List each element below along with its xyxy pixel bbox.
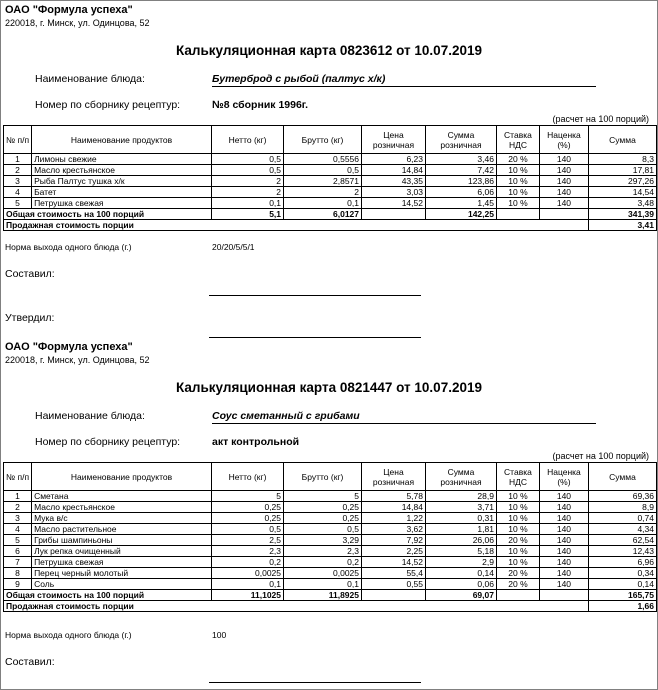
- product-name: Масло крестьянское: [32, 502, 212, 513]
- product-name: Масло растительное: [32, 524, 212, 535]
- netto-value: 2,3: [212, 546, 284, 557]
- col-header: Наименование продуктов: [32, 463, 212, 491]
- table-row: [4, 491, 657, 502]
- retail-sum: 5,18: [425, 546, 496, 557]
- vat-rate: 10 %: [496, 557, 539, 568]
- total-netto: 11,1025: [212, 590, 284, 601]
- col-header: Цена розничная: [362, 126, 426, 154]
- netto-value: 0,5: [212, 165, 284, 176]
- table-row: [4, 557, 657, 568]
- org-name: ОАО "Формула успеха": [5, 341, 133, 353]
- sum-value: 69,36: [588, 491, 656, 502]
- signature-line: [209, 295, 421, 296]
- vat-rate: 10 %: [496, 165, 539, 176]
- markup-value: 140: [539, 491, 588, 502]
- markup-value: 140: [539, 535, 588, 546]
- netto-value: 2: [212, 187, 284, 198]
- product-name: Лимоны свежие: [32, 154, 212, 165]
- retail-sum: 0,06: [425, 579, 496, 590]
- retail-sum: 2,9: [425, 557, 496, 568]
- retail-price: 14,52: [362, 198, 426, 209]
- product-name: Петрушка свежая: [32, 557, 212, 568]
- netto-value: 0,5: [212, 154, 284, 165]
- total-netto: 5,1: [212, 209, 284, 220]
- empty-cell: [539, 209, 588, 220]
- sum-value: 14,54: [588, 187, 656, 198]
- brutto-value: 0,5556: [284, 154, 362, 165]
- product-name: Соль: [32, 579, 212, 590]
- retail-price: 14,84: [362, 165, 426, 176]
- retail-price: 0,55: [362, 579, 426, 590]
- table-row: [4, 546, 657, 557]
- sum-value: 17,81: [588, 165, 656, 176]
- retail-sum: 123,86: [425, 176, 496, 187]
- sum-value: 12,43: [588, 546, 656, 557]
- retail-price: 55,4: [362, 568, 426, 579]
- collection-value: №8 сборник 1996г.: [212, 99, 309, 111]
- product-name: Сметана: [32, 491, 212, 502]
- empty-cell: [496, 590, 539, 601]
- markup-value: 140: [539, 557, 588, 568]
- sum-value: 62,54: [588, 535, 656, 546]
- norm-label: Норма выхода одного блюда (г.): [5, 242, 132, 252]
- retail-sum: 3,46: [425, 154, 496, 165]
- row-number: 1: [4, 154, 32, 165]
- col-header: Наценка (%): [539, 126, 588, 154]
- total-row: [4, 209, 657, 220]
- org-address: 220018, г. Минск, ул. Одинцова, 52: [5, 355, 150, 365]
- sale-row: [4, 220, 657, 231]
- vat-rate: 20 %: [496, 579, 539, 590]
- vat-rate: 20 %: [496, 535, 539, 546]
- row-number: 9: [4, 579, 32, 590]
- col-header: Брутто (кг): [284, 463, 362, 491]
- composed-label: Составил:: [5, 656, 55, 668]
- calculation-card: [1, 338, 657, 690]
- col-header: Сумма розничная: [425, 126, 496, 154]
- sum-value: 6,96: [588, 557, 656, 568]
- markup-value: 140: [539, 579, 588, 590]
- brutto-value: 0,25: [284, 502, 362, 513]
- vat-rate: 10 %: [496, 502, 539, 513]
- row-number: 7: [4, 557, 32, 568]
- col-header: Брутто (кг): [284, 126, 362, 154]
- col-header: № п/п: [4, 463, 32, 491]
- vat-rate: 10 %: [496, 491, 539, 502]
- total-sum: 165,75: [588, 590, 656, 601]
- row-number: 4: [4, 187, 32, 198]
- vat-rate: 20 %: [496, 568, 539, 579]
- collection-value: акт контрольной: [212, 436, 300, 448]
- table-row: [4, 535, 657, 546]
- collection-label: Номер по сборнику рецептур:: [35, 436, 181, 448]
- brutto-value: 0,5: [284, 165, 362, 176]
- retail-sum: 1,81: [425, 524, 496, 535]
- col-header: Сумма: [588, 463, 656, 491]
- col-header: Сумма: [588, 126, 656, 154]
- norm-value: 100: [212, 630, 227, 640]
- calc-note: (расчет на 100 порций): [552, 451, 649, 461]
- sum-value: 4,34: [588, 524, 656, 535]
- table-row: [4, 176, 657, 187]
- table-row: [4, 187, 657, 198]
- markup-value: 140: [539, 568, 588, 579]
- table-row: [4, 502, 657, 513]
- retail-sum: 1,45: [425, 198, 496, 209]
- brutto-value: 0,1: [284, 198, 362, 209]
- sum-value: 297,26: [588, 176, 656, 187]
- brutto-value: 0,1: [284, 579, 362, 590]
- calculation-card: [1, 1, 657, 341]
- brutto-value: 0,2: [284, 557, 362, 568]
- retail-sum: 6,06: [425, 187, 496, 198]
- dish-label: Наименование блюда:: [35, 410, 145, 422]
- markup-value: 140: [539, 524, 588, 535]
- col-header: Ставка НДС: [496, 463, 539, 491]
- product-name: Рыба Палтус тушка х/к: [32, 176, 212, 187]
- brutto-value: 2,3: [284, 546, 362, 557]
- markup-value: 140: [539, 546, 588, 557]
- col-header: Наименование продуктов: [32, 126, 212, 154]
- approved-label: Утвердил:: [5, 312, 55, 324]
- markup-value: 140: [539, 176, 588, 187]
- norm-label: Норма выхода одного блюда (г.): [5, 630, 132, 640]
- product-name: Петрушка свежая: [32, 198, 212, 209]
- vat-rate: 10 %: [496, 513, 539, 524]
- total-label: Общая стоимость на 100 порций: [4, 590, 212, 601]
- netto-value: 0,0025: [212, 568, 284, 579]
- sum-value: 0,74: [588, 513, 656, 524]
- total-row: [4, 590, 657, 601]
- table-row: [4, 198, 657, 209]
- brutto-value: 2: [284, 187, 362, 198]
- vat-rate: 10 %: [496, 546, 539, 557]
- product-name: Перец черный молотый: [32, 568, 212, 579]
- ingredients-table: [3, 125, 657, 231]
- col-header: Нетто (кг): [212, 126, 284, 154]
- markup-value: 140: [539, 198, 588, 209]
- sale-label: Продажная стоимость порции: [4, 601, 589, 612]
- row-number: 6: [4, 546, 32, 557]
- col-header: Наценка (%): [539, 463, 588, 491]
- composed-label: Составил:: [5, 268, 55, 280]
- product-name: Лук репка очищенный: [32, 546, 212, 557]
- row-number: 2: [4, 165, 32, 176]
- netto-value: 0,25: [212, 513, 284, 524]
- norm-value: 20/20/5/5/1: [212, 242, 255, 252]
- vat-rate: 10 %: [496, 198, 539, 209]
- empty-cell: [539, 590, 588, 601]
- org-name: ОАО "Формула успеха": [5, 4, 133, 16]
- netto-value: 0,1: [212, 579, 284, 590]
- row-number: 1: [4, 491, 32, 502]
- netto-value: 5: [212, 491, 284, 502]
- row-number: 5: [4, 535, 32, 546]
- empty-cell: [496, 209, 539, 220]
- col-header: Сумма розничная: [425, 463, 496, 491]
- sum-value: 8,9: [588, 502, 656, 513]
- retail-price: 5,78: [362, 491, 426, 502]
- netto-value: 0,5: [212, 524, 284, 535]
- col-header: Цена розничная: [362, 463, 426, 491]
- vat-rate: 10 %: [496, 187, 539, 198]
- sum-value: 3,48: [588, 198, 656, 209]
- markup-value: 140: [539, 502, 588, 513]
- brutto-value: 0,0025: [284, 568, 362, 579]
- calc-note: (расчет на 100 порций): [552, 114, 649, 124]
- table-header-row: [4, 126, 657, 154]
- vat-rate: 10 %: [496, 524, 539, 535]
- sale-row: [4, 601, 657, 612]
- table-row: [4, 165, 657, 176]
- product-name: Масло крестьянское: [32, 165, 212, 176]
- table-row: [4, 513, 657, 524]
- col-header: № п/п: [4, 126, 32, 154]
- ingredients-table: [3, 462, 657, 612]
- row-number: 3: [4, 513, 32, 524]
- product-name: Мука в/с: [32, 513, 212, 524]
- netto-value: 2,5: [212, 535, 284, 546]
- retail-price: 3,03: [362, 187, 426, 198]
- retail-price: 6,23: [362, 154, 426, 165]
- netto-value: 0,25: [212, 502, 284, 513]
- total-label: Общая стоимость на 100 порций: [4, 209, 212, 220]
- retail-price: 43,35: [362, 176, 426, 187]
- retail-price: 2,25: [362, 546, 426, 557]
- markup-value: 140: [539, 165, 588, 176]
- dish-name: Бутерброд с рыбой (палтус х/к): [212, 73, 596, 87]
- markup-value: 140: [539, 513, 588, 524]
- sum-value: 8,3: [588, 154, 656, 165]
- markup-value: 140: [539, 154, 588, 165]
- collection-label: Номер по сборнику рецептур:: [35, 99, 181, 111]
- markup-value: 140: [539, 187, 588, 198]
- brutto-value: 5: [284, 491, 362, 502]
- netto-value: 2: [212, 176, 284, 187]
- netto-value: 0,2: [212, 557, 284, 568]
- vat-rate: 10 %: [496, 176, 539, 187]
- empty-cell: [362, 209, 426, 220]
- dish-name: Соус сметанный с грибами: [212, 410, 596, 424]
- product-name: Грибы шампиньоны: [32, 535, 212, 546]
- brutto-value: 0,5: [284, 524, 362, 535]
- total-sum: 341,39: [588, 209, 656, 220]
- retail-sum: 0,31: [425, 513, 496, 524]
- card-title: Калькуляционная карта 0821447 от 10.07.2019: [176, 380, 482, 395]
- retail-price: 1,22: [362, 513, 426, 524]
- sum-value: 0,14: [588, 579, 656, 590]
- vat-rate: 20 %: [496, 154, 539, 165]
- table-row: [4, 154, 657, 165]
- retail-sum: 26,06: [425, 535, 496, 546]
- signature-line: [209, 682, 421, 683]
- total-sum-retail: 142,25: [425, 209, 496, 220]
- table-row: [4, 524, 657, 535]
- netto-value: 0,1: [212, 198, 284, 209]
- row-number: 4: [4, 524, 32, 535]
- brutto-value: 2,8571: [284, 176, 362, 187]
- brutto-value: 0,25: [284, 513, 362, 524]
- retail-price: 7,92: [362, 535, 426, 546]
- total-brutto: 6,0127: [284, 209, 362, 220]
- retail-sum: 28,9: [425, 491, 496, 502]
- row-number: 5: [4, 198, 32, 209]
- table-row: [4, 579, 657, 590]
- retail-sum: 0,14: [425, 568, 496, 579]
- table-header-row: [4, 463, 657, 491]
- col-header: Нетто (кг): [212, 463, 284, 491]
- retail-sum: 7,42: [425, 165, 496, 176]
- sale-value: 3,41: [588, 220, 656, 231]
- dish-label: Наименование блюда:: [35, 73, 145, 85]
- retail-price: 3,62: [362, 524, 426, 535]
- empty-cell: [362, 590, 426, 601]
- total-sum-retail: 69,07: [425, 590, 496, 601]
- row-number: 2: [4, 502, 32, 513]
- sum-value: 0,34: [588, 568, 656, 579]
- total-brutto: 11,8925: [284, 590, 362, 601]
- sale-label: Продажная стоимость порции: [4, 220, 589, 231]
- org-address: 220018, г. Минск, ул. Одинцова, 52: [5, 18, 150, 28]
- retail-sum: 3,71: [425, 502, 496, 513]
- table-row: [4, 568, 657, 579]
- retail-price: 14,84: [362, 502, 426, 513]
- sale-value: 1,66: [588, 601, 656, 612]
- row-number: 3: [4, 176, 32, 187]
- row-number: 8: [4, 568, 32, 579]
- retail-price: 14,52: [362, 557, 426, 568]
- product-name: Батет: [32, 187, 212, 198]
- col-header: Ставка НДС: [496, 126, 539, 154]
- card-title: Калькуляционная карта 0823612 от 10.07.2019: [176, 43, 482, 58]
- brutto-value: 3,29: [284, 535, 362, 546]
